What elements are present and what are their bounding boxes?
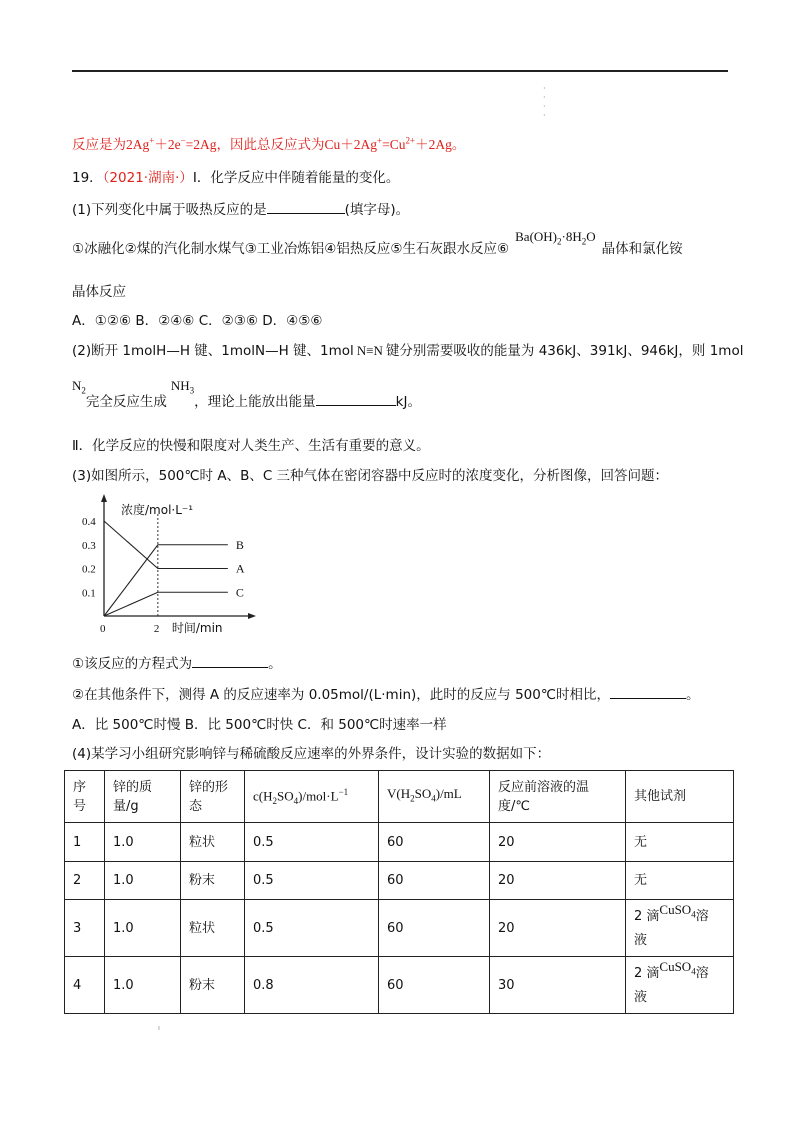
- margin-dots: · · · ·: [543, 84, 546, 120]
- q1-prompt: (1)下列变化中属于吸热反应的是 (填字母)。: [72, 202, 410, 218]
- q1-options: A．①②⑥ B．②④⑥ C．②③⑥ D．④⑤⑥: [72, 313, 323, 329]
- header-other-reagent: 其他试剂: [626, 771, 734, 823]
- q3-prompt: (3)如图所示，500℃时 A、B、C 三种气体在密闭容器中反应时的浓度变化，分析图像，回答问题：: [72, 468, 669, 484]
- cell-reagent: 无: [626, 823, 734, 862]
- q3-part1: ①该反应的方程式为 。: [72, 656, 282, 672]
- series-line-C: [104, 592, 228, 616]
- n2-formula: $N_2$: [72, 378, 86, 396]
- question-source: （2021·湖南·）: [102, 170, 193, 186]
- q3-options: A．比 500℃时慢 B．比 500℃时快 C．和 500℃时速率一样: [72, 717, 447, 733]
- series-line-B: [104, 545, 228, 616]
- part-1-title: Ⅰ．化学反应中伴随着能量的变化。: [192, 170, 400, 186]
- cell-temperature: 20: [490, 862, 626, 900]
- cell-form: 粒状: [181, 823, 245, 862]
- header-zinc-form: 锌的形 态: [181, 771, 245, 823]
- cell-mass: 1.0: [105, 862, 181, 900]
- series-label-B: B: [235, 537, 244, 552]
- cell-temperature: 20: [490, 823, 626, 862]
- intro-text-2: ，因此总反应式为: [216, 137, 325, 153]
- header-h2so4-concentration: $c(H_2SO_4)/mol\cdot L^{-1}$: [245, 771, 379, 823]
- x-tick-label: 2: [153, 623, 160, 635]
- question-number: 19．: [72, 170, 103, 186]
- table-row: [65, 957, 734, 1014]
- header-zinc-mass: 锌的质 量/g: [105, 771, 181, 823]
- answer-blank-1[interactable]: [267, 201, 345, 214]
- x-tick-label: 0: [100, 623, 106, 635]
- header-temperature: 反应前溶液的温 度/℃: [490, 771, 626, 823]
- cell-index: 3: [65, 900, 105, 957]
- x-axis-arrow: [248, 613, 256, 619]
- q1-choice-list-cont: 晶体反应: [72, 284, 126, 300]
- cell-form: 粉末: [181, 862, 245, 900]
- q2-prompt: (2)断开 1molH—H 键、1molN—H 键、1mol N≡N 键分别需要吸收的能量为 436kJ、391kJ、946kJ，则 1mol: [72, 343, 744, 359]
- cell-form: 粉末: [181, 957, 245, 1014]
- cell-concentration: 0.5: [245, 900, 379, 957]
- intro-formula-1: 2Ag+＋2e−=2Ag: [126, 135, 217, 152]
- table-header-row: [65, 771, 734, 823]
- cell-reagent: 2 滴CuSO$_4$溶 液: [626, 900, 734, 957]
- cell-concentration: 0.8: [245, 957, 379, 1014]
- cell-concentration: 0.5: [245, 823, 379, 862]
- header-index: 序 号: [65, 771, 105, 823]
- cell-mass: 1.0: [105, 957, 181, 1014]
- experiment-table: [64, 770, 734, 1014]
- header-h2so4-volume: $V(H_2SO_4)/mL$: [379, 771, 490, 823]
- ba-oh2-formula: $Ba(OH)_2\cdot 8H_2O$: [515, 229, 596, 247]
- previous-answer-line: 反应是为2Ag+＋2e−=2Ag，因此总反应式为$Cu+2Ag^+=Cu^{2+}+2Ag$。: [72, 135, 466, 153]
- cell-volume: 60: [379, 900, 490, 957]
- cell-mass: 1.0: [105, 900, 181, 957]
- answer-blank-4[interactable]: [610, 686, 686, 699]
- intro-text-1: 反应是为: [72, 137, 126, 153]
- cell-index: 4: [65, 957, 105, 1014]
- nn-triple-bond: N≡N: [356, 343, 383, 358]
- cell-volume: 60: [379, 957, 490, 1014]
- y-axis-arrow: [101, 494, 107, 502]
- cell-index: 2: [65, 862, 105, 900]
- y-tick-label: 0.4: [82, 516, 96, 528]
- intro-formula-2: $Cu+2Ag^+=Cu^{2+}+2Ag$: [324, 135, 452, 152]
- cell-temperature: 20: [490, 900, 626, 957]
- q4-prompt: (4)某学习小组研究影响锌与稀硫酸反应速率的外界条件，设计实验的数据如下：: [72, 746, 551, 762]
- q1-choice-list: ①冰融化②煤的汽化制水煤气③工业冶炼铝④铝热反应⑤生石灰跟水反应$⑥Ba(OH)_2\cdot 8H_2O$晶体和氯化铵: [72, 229, 683, 257]
- y-tick-label: 0.3: [82, 539, 96, 552]
- table-row: [65, 823, 734, 862]
- concentration-chart: [74, 492, 264, 640]
- series-label-C: C: [235, 585, 244, 600]
- cell-index: 1: [65, 823, 105, 862]
- cell-reagent: 无: [626, 862, 734, 900]
- table-row: [65, 900, 734, 957]
- q3-part2: ②在其他条件下，测得 A 的反应速率为 0.05mol/(L·min)，此时的反应与 500℃时相比， 。: [72, 687, 700, 703]
- q2-prompt-cont: $N_2$完全反应生成$NH_3$，理论上能放出能量 kJ。: [72, 378, 421, 410]
- answer-blank-3[interactable]: [192, 655, 268, 668]
- y-tick-label: 0.2: [82, 563, 96, 576]
- cell-volume: 60: [379, 862, 490, 900]
- cell-form: 粒状: [181, 900, 245, 957]
- x-axis-label: 时间/min: [171, 621, 223, 635]
- cell-temperature: 30: [490, 957, 626, 1014]
- question-19-heading: [72, 166, 399, 186]
- footer-mark: ı: [158, 1024, 160, 1032]
- series-label-A: A: [235, 561, 245, 576]
- nh3-formula: $NH_3$: [170, 378, 195, 396]
- part-2-title: Ⅱ．化学反应的快慢和限度对人类生产、生活有重要的意义。: [72, 438, 430, 454]
- cell-concentration: 0.5: [245, 862, 379, 900]
- table-row: [65, 862, 734, 900]
- y-tick-label: 0.1: [82, 587, 96, 600]
- y-axis-label: 浓度/mol·L⁻¹: [121, 503, 194, 517]
- cell-reagent: 2 滴CuSO$_4$溶 液: [626, 957, 734, 1014]
- answer-blank-2[interactable]: [316, 393, 396, 406]
- cell-volume: 60: [379, 823, 490, 862]
- cell-mass: 1.0: [105, 823, 181, 862]
- header-rule: [72, 70, 728, 72]
